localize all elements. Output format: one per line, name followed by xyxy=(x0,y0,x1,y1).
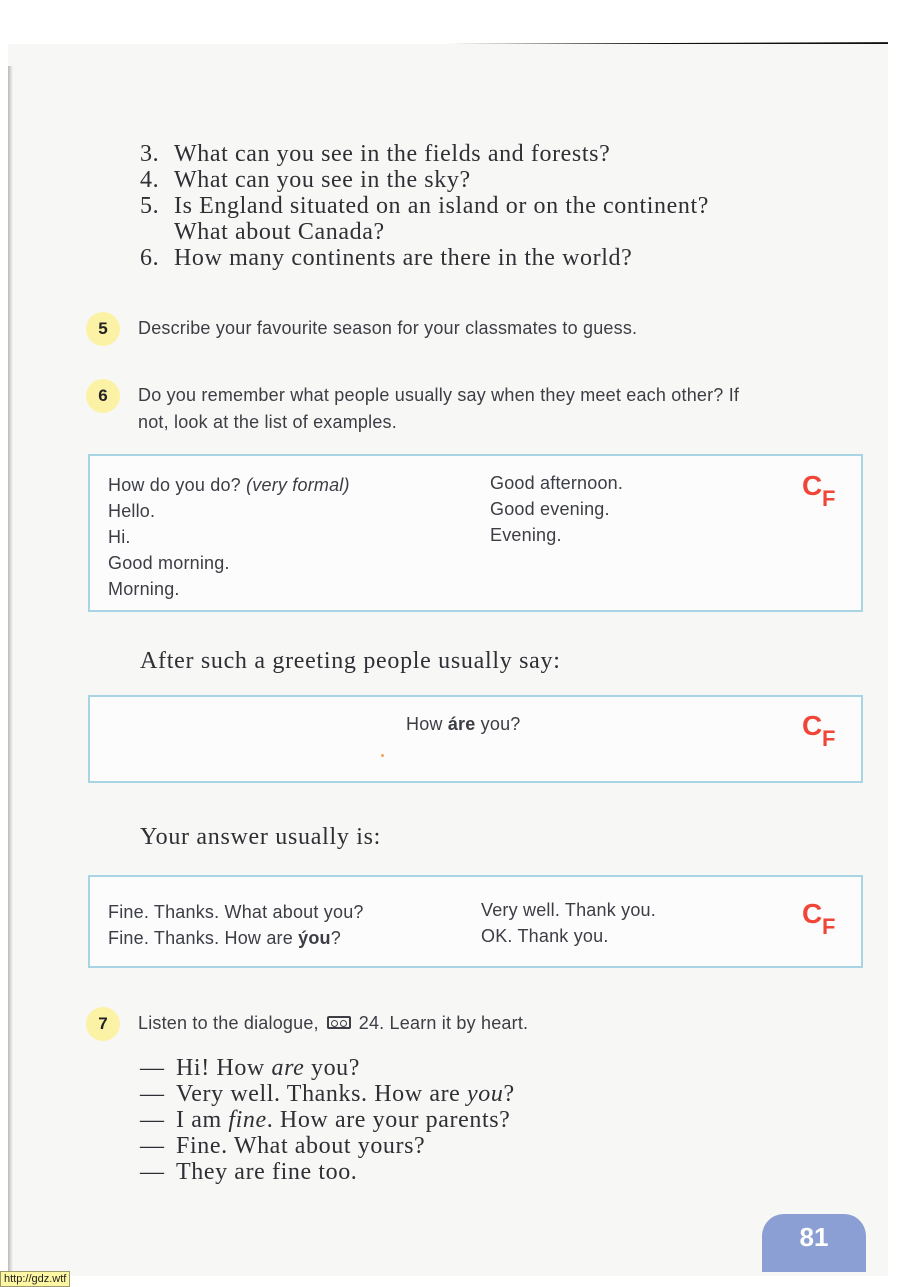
exercise-6-instruction-line-1: Do you remember what people usually say when they meet each other? If xyxy=(138,385,740,405)
dialogue-emphasis: fine xyxy=(228,1107,267,1133)
cf-letter-c: C xyxy=(802,898,823,929)
question-4 xyxy=(140,167,471,193)
instruction-text: 24. Learn it by heart. xyxy=(358,1013,529,1033)
stressed-word: ýou xyxy=(298,928,331,948)
colloquial-formula-icon xyxy=(802,898,842,944)
dialogue-dash: — xyxy=(140,1055,165,1081)
question-5 xyxy=(140,193,709,219)
dialogue-line xyxy=(140,1159,357,1185)
dialogue-text: They are fine too. xyxy=(176,1159,358,1185)
cf-letter-c: C xyxy=(802,470,823,501)
greeting-phrase: Good morning. xyxy=(108,553,230,573)
colloquial-formula-icon xyxy=(802,710,842,756)
question-number: 3. xyxy=(140,141,160,167)
greeting-phrase: Morning. xyxy=(108,579,180,599)
instruction-text: Listen to the dialogue, xyxy=(138,1013,319,1033)
greeting-phrase: Evening. xyxy=(490,525,562,545)
question-3 xyxy=(140,141,610,167)
dialogue-emphasis: are xyxy=(271,1055,305,1081)
your-answer-heading: Your answer usually is: xyxy=(140,824,381,850)
phrase-part: ? xyxy=(330,928,341,948)
cf-letter-f: F xyxy=(822,486,836,511)
greeting-phrase: Hi. xyxy=(108,527,131,547)
greeting-phrase: Good evening. xyxy=(490,499,610,519)
dialogue-dash: — xyxy=(140,1133,165,1159)
exercise-7-instruction xyxy=(138,1010,528,1037)
exercise-6-badge: 6 xyxy=(86,379,120,413)
dialogue-line xyxy=(140,1133,425,1159)
cf-letter-f: F xyxy=(822,914,836,939)
dialogue-text: . How are your parents? xyxy=(266,1107,511,1133)
cassette-icon xyxy=(327,1016,351,1029)
answer-phrase: OK. Thank you. xyxy=(481,926,609,946)
exercise-5-instruction: Describe your favourite season for your classmates to guess. xyxy=(138,318,638,338)
print-speck xyxy=(381,754,384,757)
page-number: 81 xyxy=(762,1214,866,1272)
how-are-you-phrase xyxy=(406,711,521,737)
question-text: How many continents are there in the world? xyxy=(174,245,633,271)
source-watermark-link[interactable]: http://gdz.wtf xyxy=(0,1271,70,1287)
after-greeting-heading: After such a greeting people usually say: xyxy=(140,648,561,674)
question-number: 6. xyxy=(140,245,160,271)
exercise-5-badge: 5 xyxy=(86,312,120,346)
dialogue-text: Very well. Thanks. How are xyxy=(176,1081,468,1107)
question-number: 4. xyxy=(140,167,160,193)
answer-phrase xyxy=(108,925,341,951)
greeting-phrase xyxy=(108,472,350,498)
question-text: What can you see in the fields and forests? xyxy=(174,141,611,167)
question-6 xyxy=(140,245,632,271)
answer-phrase: Very well. Thank you. xyxy=(481,900,656,920)
dialogue-line xyxy=(140,1107,510,1133)
phrase-part: Fine. Thanks. How are xyxy=(108,928,299,948)
page-binding-shadow xyxy=(8,66,13,1276)
greeting-text: How do you do? xyxy=(108,475,247,495)
dialogue-dash: — xyxy=(140,1081,165,1107)
cf-letter-c: C xyxy=(802,710,823,741)
dialogue-text: I am xyxy=(176,1107,229,1133)
dialogue-text: you? xyxy=(304,1055,361,1081)
dialogue-text: Fine. What about yours? xyxy=(176,1133,426,1159)
question-text: Is England situated on an island or on the continent? xyxy=(174,193,710,219)
question-number: 5. xyxy=(140,193,160,219)
greeting-note: (very formal) xyxy=(246,475,350,495)
greeting-phrase: Good afternoon. xyxy=(490,473,624,493)
phrase-part: How xyxy=(406,714,448,734)
exercise-6-instruction-line-2: not, look at the list of examples. xyxy=(138,412,397,432)
cf-letter-f: F xyxy=(822,726,836,751)
phrase-part: you? xyxy=(475,714,521,734)
answer-phrase: Fine. Thanks. What about you? xyxy=(108,902,364,922)
dialogue-text: ? xyxy=(503,1081,515,1107)
dialogue-dash: — xyxy=(140,1107,165,1133)
how-are-you-box xyxy=(88,695,863,783)
greeting-phrase: Hello. xyxy=(108,501,156,521)
exercise-7-badge: 7 xyxy=(86,1007,120,1041)
stressed-word: áre xyxy=(447,714,476,734)
dialogue-emphasis: you xyxy=(467,1081,504,1107)
question-5-continuation: What about Canada? xyxy=(174,219,385,245)
dialogue-text: Hi! How xyxy=(176,1055,272,1081)
dialogue-line xyxy=(140,1081,515,1107)
colloquial-formula-icon xyxy=(802,470,842,516)
dialogue-dash: — xyxy=(140,1159,165,1185)
question-text: What can you see in the sky? xyxy=(174,167,471,193)
dialogue-line xyxy=(140,1055,360,1081)
